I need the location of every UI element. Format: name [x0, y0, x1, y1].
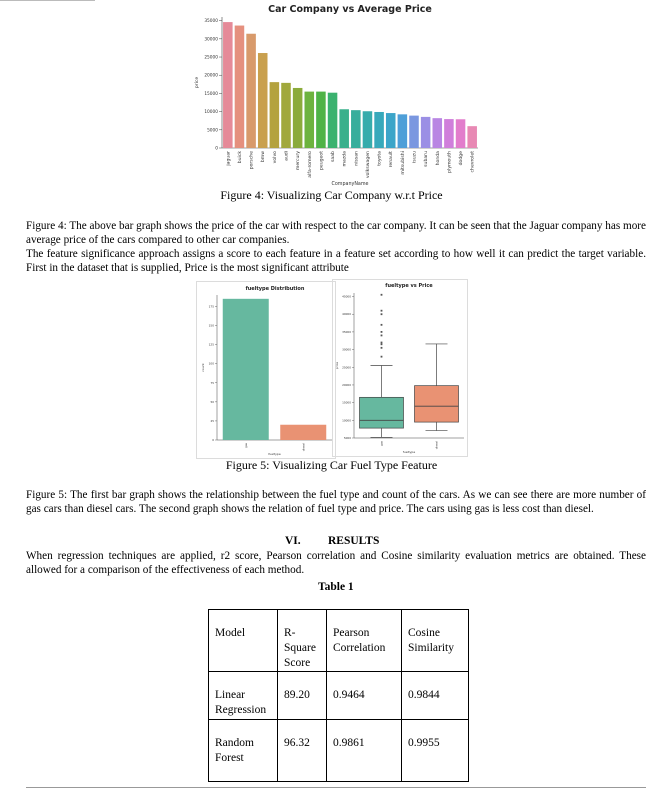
x-tick-label: isuzu	[412, 151, 418, 163]
bar	[258, 53, 268, 148]
y-tick-label: 175	[208, 304, 214, 309]
y-tick-label: 0	[212, 438, 214, 442]
y-tick-label: 0	[215, 146, 218, 152]
outlier-point	[381, 342, 383, 344]
outlier-point	[381, 294, 383, 296]
bar	[235, 26, 245, 148]
x-axis-label: fueltype	[402, 450, 416, 454]
x-tick-label: diesel	[434, 441, 439, 450]
bar	[433, 118, 443, 148]
y-tick-label: 30000	[342, 347, 351, 352]
y-tick-label: 5000	[343, 436, 351, 440]
outlier-point	[381, 347, 383, 349]
y-tick-label: 20000	[342, 382, 351, 387]
bar	[246, 34, 256, 148]
table-cell: 0.9844	[402, 672, 469, 720]
x-tick-label: mazda	[342, 151, 348, 167]
chart-frame	[333, 280, 468, 457]
x-tick-label: plymouth	[447, 151, 453, 173]
bar	[339, 109, 349, 148]
y-tick-label: 25000	[342, 365, 351, 370]
x-tick-label: chevrolet	[470, 151, 476, 173]
y-tick-label: 50	[210, 399, 214, 404]
box	[360, 397, 404, 428]
table-cell: 0.9464	[327, 672, 402, 720]
chart-title: fueltype Distribution	[245, 286, 305, 292]
table-header-cell: R-Square Score	[278, 610, 327, 672]
x-tick-label: gas	[379, 441, 384, 446]
y-tick-label: 20000	[204, 73, 218, 79]
y-tick-label: 25000	[204, 55, 218, 61]
bar	[386, 113, 396, 148]
x-tick-label: nissan	[354, 151, 360, 166]
y-tick-label: 35000	[204, 19, 218, 25]
paragraph-fig4-description: Figure 4: The above bar graph shows the price of the car with respect to the car company. It can be seen that the Jaguar company has more average price of the cars compared to other car companies.	[26, 220, 646, 246]
outlier-point	[381, 343, 383, 345]
x-tick-label: audi	[284, 151, 290, 161]
outlier-point	[381, 313, 383, 315]
y-tick-label: 125	[208, 342, 214, 347]
y-tick-label: 150	[208, 323, 214, 328]
table-cell: Random Forest	[209, 720, 278, 782]
x-tick-label: toyota	[377, 151, 383, 166]
outlier-point	[381, 310, 383, 312]
paragraph-feature-significance: The feature significance approach assigns a score to each feature in a feature set according to how well it can predict the target variable. First in the dataset that is supplied, Price is the most significant attribute	[26, 248, 646, 274]
table-row	[209, 672, 469, 720]
results-table	[208, 609, 469, 782]
bar	[467, 126, 477, 148]
top-rule	[0, 0, 95, 1]
figure-4-caption: Figure 4: Visualizing Car Company w.r.t Price	[220, 188, 443, 202]
outlier-point	[381, 356, 383, 358]
x-tick-label: volvo	[272, 151, 278, 164]
x-tick-label: diesel	[301, 443, 306, 452]
figure-5-caption: Figure 5: Visualizing Car Fuel Type Feature	[225, 458, 438, 472]
y-tick-label: 100	[208, 361, 214, 366]
table-cell: 0.9861	[327, 720, 402, 782]
bar	[270, 82, 280, 148]
table-header-row	[209, 610, 469, 672]
y-tick-label: 45000	[342, 294, 351, 299]
y-tick-label: 15000	[342, 400, 351, 405]
y-tick-label: 35000	[342, 329, 351, 334]
x-tick-label: dodge	[459, 151, 465, 166]
car-company-price-chart	[190, 0, 480, 188]
x-tick-label: gas	[243, 443, 248, 448]
bar	[305, 92, 315, 148]
table-row	[209, 720, 469, 782]
bar	[374, 112, 384, 148]
bar	[281, 83, 291, 148]
x-tick-label: renault	[389, 151, 395, 168]
bar	[223, 299, 269, 440]
chart-title: Car Company vs Average Price	[268, 4, 432, 15]
section-title: RESULTS	[328, 535, 380, 547]
x-tick-label: bmw	[261, 151, 267, 163]
bar	[363, 111, 373, 148]
x-tick-label: porsche	[249, 151, 255, 170]
table-cell: 89.20	[278, 672, 327, 720]
bar	[409, 116, 419, 148]
x-tick-label: peugeot	[319, 151, 325, 171]
bottom-rule	[26, 787, 646, 788]
x-tick-label: volkswagen	[365, 151, 371, 179]
y-axis-label: price	[195, 76, 200, 89]
table-title: Table 1	[318, 581, 354, 593]
table-cell: Linear Regression	[209, 672, 278, 720]
bar	[456, 119, 466, 148]
bar	[293, 88, 303, 148]
outlier-point	[381, 335, 383, 337]
x-tick-label: alfa-romero	[307, 151, 313, 178]
paragraph-fig5-description: Figure 5: The first bar graph shows the relationship between the fuel type and count of the cars. As we can see there are more number of gas cars than diesel cars. The second graph shows the relation of fuel type and price. The cars using gas is less cost than diesel.	[26, 489, 646, 515]
outlier-point	[381, 331, 383, 333]
bar	[328, 93, 338, 148]
y-tick-label: 5000	[207, 128, 218, 134]
box	[415, 386, 459, 422]
fueltype-distribution-chart	[196, 281, 336, 459]
y-axis-label: price	[335, 361, 339, 370]
chart-title: fueltype vs Price	[385, 283, 433, 289]
y-tick-label: 75	[210, 380, 214, 385]
outlier-point	[381, 324, 383, 326]
y-tick-label: 15000	[204, 91, 218, 97]
y-tick-label: 10000	[204, 110, 218, 116]
bar	[421, 117, 431, 148]
y-tick-label: 10000	[342, 418, 351, 423]
x-tick-label: mercury	[296, 151, 302, 171]
x-tick-label: honda	[435, 150, 441, 166]
table-cell: 0.9955	[402, 720, 469, 782]
x-tick-label: buick	[237, 151, 243, 164]
section-number: VI.	[285, 535, 301, 547]
y-tick-label: 40000	[342, 312, 351, 317]
bar	[398, 114, 408, 148]
x-axis-label: CompanyName	[331, 182, 369, 187]
y-tick-label: 30000	[204, 37, 218, 43]
bar	[223, 22, 233, 148]
y-axis-label: count	[201, 363, 205, 372]
fueltype-price-boxplot	[332, 279, 468, 457]
bar	[444, 119, 454, 148]
table-header-cell: Pearson Correlation	[327, 610, 402, 672]
bar	[316, 92, 326, 148]
y-tick-label: 25	[210, 418, 214, 423]
bar	[351, 110, 361, 148]
bar	[280, 425, 326, 440]
paragraph-results: When regression techniques are applied, r2 score, Pearson correlation and Cosine similarity evaluation metrics are obtained. These allowed for a comparison of the effectiveness of each method.	[26, 550, 646, 576]
table-header-cell: Model	[209, 610, 278, 672]
x-tick-label: subaru	[424, 151, 430, 167]
table-header-cell: Cosine Similarity	[402, 610, 469, 672]
x-axis-label: fueltype	[268, 452, 281, 456]
table-cell: 96.32	[278, 720, 327, 782]
x-tick-label: saab	[331, 151, 337, 162]
x-tick-label: jaguar	[226, 151, 232, 166]
x-tick-label: mitsubishi	[400, 151, 406, 175]
